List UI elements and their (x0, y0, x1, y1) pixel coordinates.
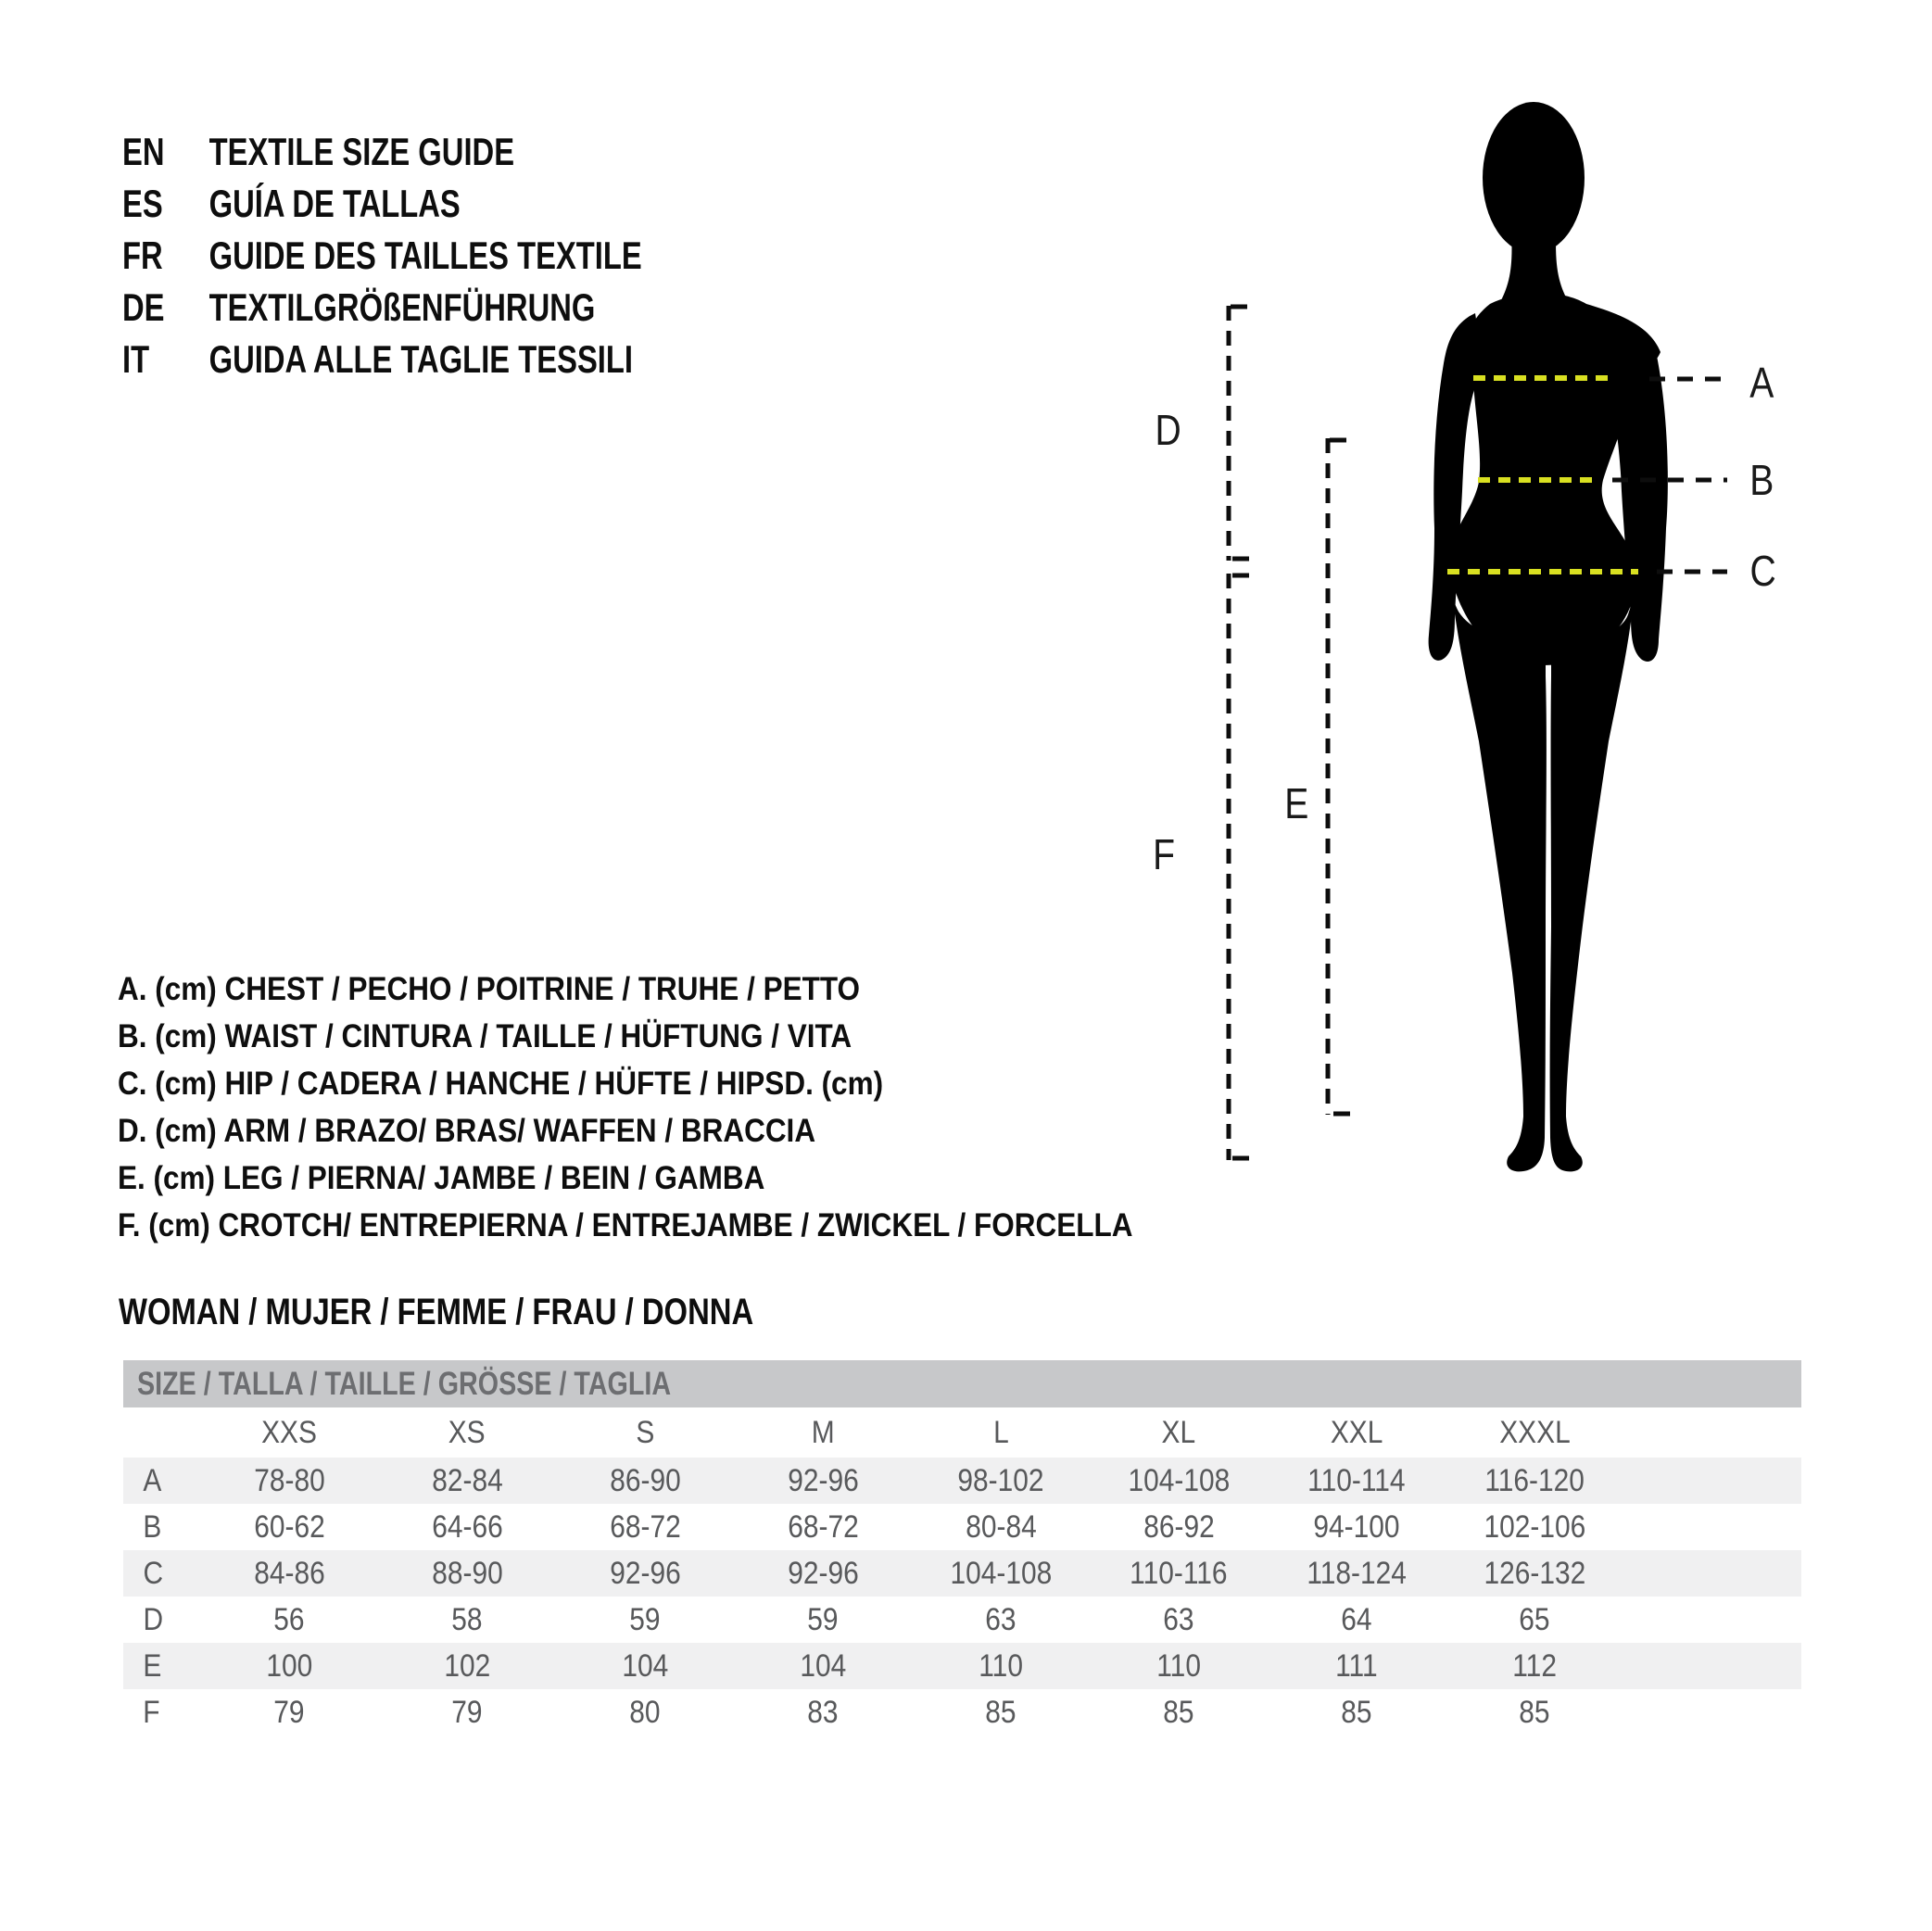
size-cell: 104 (800, 1647, 846, 1684)
size-cell: 118-124 (1307, 1555, 1407, 1591)
row-label: C (143, 1555, 164, 1591)
gender-heading: WOMAN / MUJER / FEMME / FRAU / DONNA (119, 1292, 754, 1332)
size-cell: 98-102 (957, 1462, 1044, 1498)
row-label: A (143, 1462, 162, 1498)
silhouette-left-leg (1449, 567, 1547, 1171)
language-code: EN (122, 130, 165, 173)
size-cell: 110 (979, 1647, 1023, 1684)
size-cell: 58 (451, 1601, 483, 1637)
size-col-header: XL (1161, 1414, 1196, 1450)
size-cell: 112 (1512, 1647, 1557, 1684)
size-table (123, 1360, 1801, 1735)
language-row (122, 230, 789, 282)
language-row (122, 178, 789, 230)
size-cell: 79 (273, 1694, 305, 1730)
size-cell: 126-132 (1484, 1555, 1585, 1591)
language-code: DE (122, 285, 165, 329)
language-title: TEXTILE SIZE GUIDE (208, 130, 515, 173)
legend-item-waist: B. (cm) WAIST / CINTURA / TAILLE / HÜFTUNG / VITA (118, 1017, 852, 1054)
size-cell: 92-96 (787, 1462, 859, 1498)
legend-item-leg: E. (cm) LEG / PIERNA/ JAMBE / BEIN / GAMBA (118, 1159, 765, 1196)
size-cell: 102-106 (1484, 1508, 1585, 1545)
marker-hip: C (1749, 547, 1776, 595)
marker-crotch: F (1153, 830, 1176, 878)
size-cell: 85 (985, 1694, 1017, 1730)
size-cell: 56 (273, 1601, 305, 1637)
table-caption: SIZE / TALLA / TAILLE / GRÖSSE / TAGLIA (137, 1365, 672, 1402)
size-cell: 85 (1519, 1694, 1550, 1730)
legend-item-chest: A. (cm) CHEST / PECHO / POITRINE / TRUHE / PETTO (118, 970, 861, 1007)
extent-lines (1229, 306, 1350, 1160)
size-col-header: XXL (1330, 1414, 1383, 1450)
marker-waist: B (1749, 456, 1774, 504)
marker-arm: D (1155, 406, 1181, 454)
size-cell: 110 (1156, 1647, 1201, 1684)
table-row-arm (123, 1597, 1801, 1643)
size-cell: 79 (451, 1694, 483, 1730)
size-cell: 83 (807, 1694, 839, 1730)
size-cell: 104-108 (1128, 1462, 1230, 1498)
size-cell: 64-66 (431, 1508, 503, 1545)
table-row-hip (123, 1550, 1801, 1597)
size-cell: 59 (629, 1601, 661, 1637)
size-col-header: M (811, 1414, 835, 1450)
row-label: E (143, 1647, 162, 1684)
size-cell: 88-90 (431, 1555, 503, 1591)
table-caption-band (123, 1360, 1801, 1407)
measurement-legend (118, 966, 1245, 1249)
size-cell: 92-96 (609, 1555, 681, 1591)
language-code: IT (122, 337, 150, 381)
size-cell: 92-96 (787, 1555, 859, 1591)
size-header-row (123, 1407, 1801, 1458)
size-cell: 63 (985, 1601, 1017, 1637)
size-cell: 100 (266, 1647, 312, 1684)
marker-leg: E (1284, 779, 1309, 827)
size-cell: 80 (629, 1694, 661, 1730)
size-cell: 80-84 (965, 1508, 1037, 1545)
table-row-leg (123, 1643, 1801, 1689)
size-cell: 104 (622, 1647, 668, 1684)
woman-silhouette (1429, 102, 1668, 1171)
size-cell: 64 (1341, 1601, 1372, 1637)
size-cell: 60-62 (253, 1508, 325, 1545)
size-cell: 59 (807, 1601, 839, 1637)
table-row-waist (123, 1504, 1801, 1550)
table-row-chest (123, 1458, 1801, 1504)
size-cell: 110-116 (1130, 1555, 1228, 1591)
row-label: D (143, 1601, 164, 1637)
size-cell: 104-108 (950, 1555, 1052, 1591)
size-cell: 85 (1341, 1694, 1372, 1730)
language-heading-list (122, 126, 789, 385)
silhouette-right-leg (1550, 567, 1636, 1171)
language-title: GUIDE DES TAILLES TEXTILE (208, 233, 642, 277)
legend-item-hip: C. (cm) HIP / CADERA / HANCHE / HÜFTE / HIPSD. (cm) (118, 1065, 884, 1102)
size-cell: 68-72 (787, 1508, 859, 1545)
size-cell: 82-84 (431, 1462, 503, 1498)
size-cell: 78-80 (253, 1462, 325, 1498)
language-row (122, 126, 789, 178)
language-title: GUIDA ALLE TAGLIE TESSILI (208, 337, 634, 381)
size-cell: 86-90 (609, 1462, 681, 1498)
language-title: GUÍA DE TALLAS (208, 182, 461, 225)
size-cell: 111 (1335, 1647, 1378, 1684)
table-row-crotch (123, 1689, 1801, 1735)
row-label: F (143, 1694, 160, 1730)
legend-item-arm: D. (cm) ARM / BRAZO/ BRAS/ WAFFEN / BRACCIA (118, 1112, 816, 1149)
marker-chest: A (1749, 359, 1774, 407)
language-row (122, 334, 789, 385)
size-col-header: XXXL (1498, 1414, 1571, 1450)
size-cell: 63 (1163, 1601, 1194, 1637)
row-label: B (143, 1508, 162, 1545)
language-title: TEXTILGRÖßENFÜHRUNG (208, 285, 596, 329)
size-col-header: S (636, 1414, 654, 1450)
size-cell: 102 (444, 1647, 490, 1684)
language-row (122, 282, 789, 334)
size-col-header: XS (448, 1414, 486, 1450)
size-cell: 84-86 (253, 1555, 325, 1591)
size-cell: 110-114 (1307, 1462, 1406, 1498)
size-cell: 85 (1163, 1694, 1194, 1730)
language-code: FR (122, 233, 163, 277)
language-code: ES (122, 182, 163, 225)
size-cell: 116-120 (1484, 1462, 1585, 1498)
size-cell: 65 (1519, 1601, 1550, 1637)
size-cell: 86-92 (1143, 1508, 1215, 1545)
size-cell: 94-100 (1313, 1508, 1400, 1545)
size-cell: 68-72 (609, 1508, 681, 1545)
measurement-diagram (1149, 93, 1807, 1186)
size-col-header: XXS (261, 1414, 317, 1450)
legend-item-crotch: F. (cm) CROTCH/ ENTREPIERNA / ENTREJAMBE / ZWICKEL / FORCELLA (118, 1206, 1133, 1243)
size-col-header: L (992, 1414, 1009, 1450)
